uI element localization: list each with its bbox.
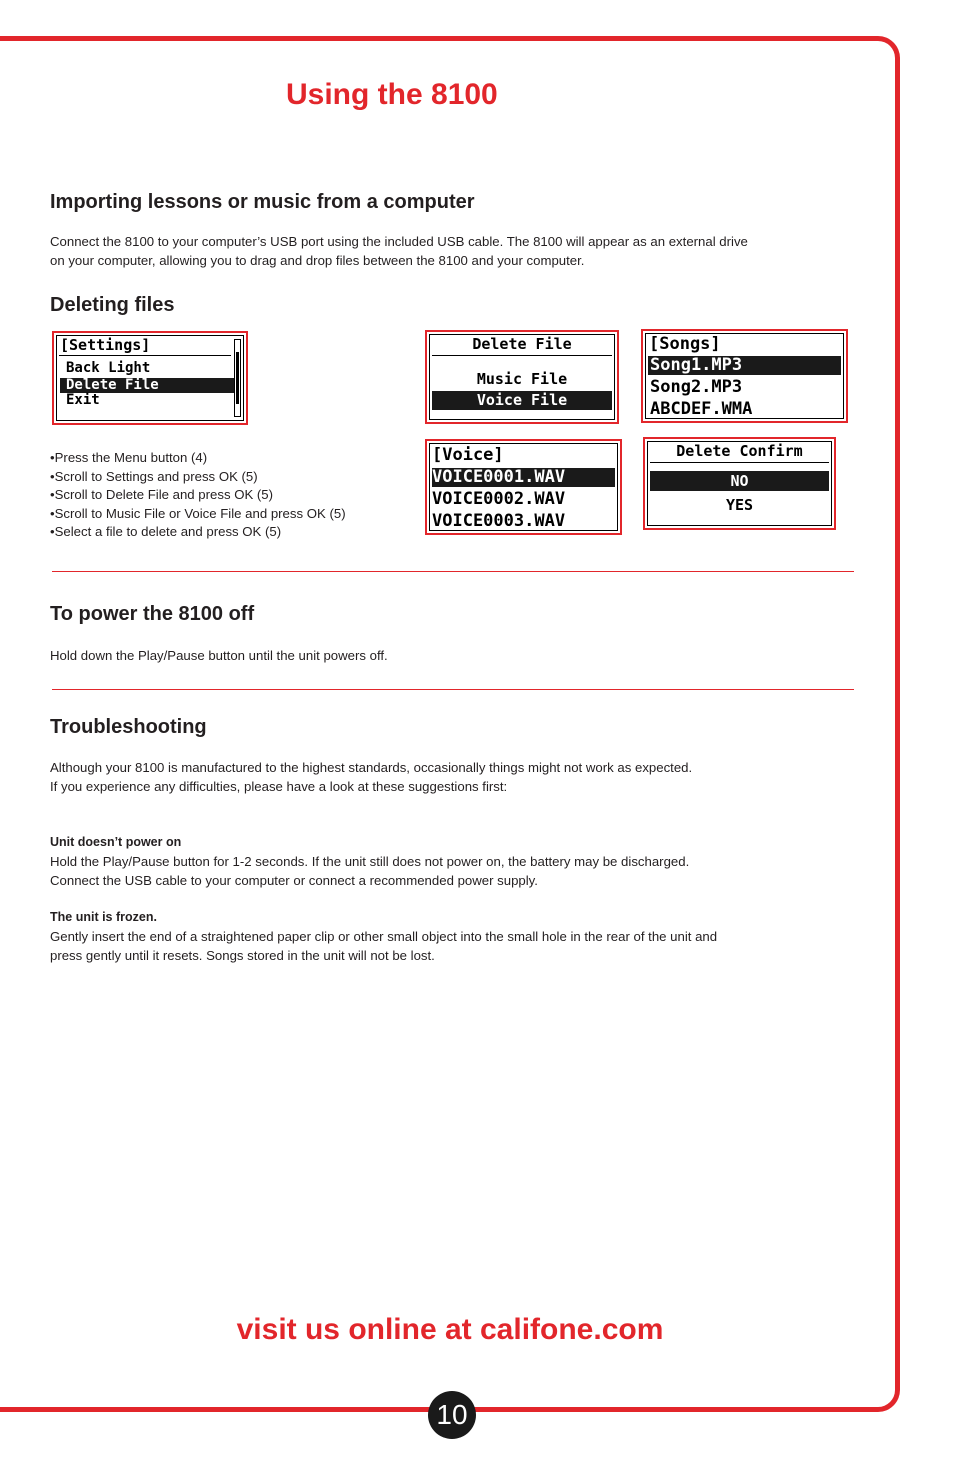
import-heading: Importing lessons or music from a computer [50, 191, 475, 213]
lcd-item-selected: Delete File [60, 378, 235, 393]
page-title: Using the 8100 [286, 78, 498, 111]
section-divider [52, 571, 854, 572]
import-line: Connect the 8100 to your computer’s USB port using the included USB cable. The 8100 will appear as an external drive [50, 234, 748, 249]
lcd-item: VOICE0002.WAV [432, 489, 566, 509]
trouble-intro-line: Although your 8100 is manufactured to the highest standards, occasionally things might not work as expected. [50, 760, 693, 775]
lcd-scrollbar [234, 339, 241, 417]
lcd-header: [Songs] [649, 334, 721, 354]
import-paragraph [50, 232, 748, 270]
lcd-item: YES [725, 496, 754, 514]
visit-website-text: visit us online at califone.com [236, 1313, 664, 1346]
trouble-intro [50, 758, 692, 796]
lcd-header: Delete File [472, 335, 572, 353]
list-item: • Scroll to Settings and press OK (5) [50, 468, 346, 487]
lcd-header: [Voice] [432, 445, 504, 465]
lcd-item: Song2.MP3 [650, 377, 743, 397]
lcd-settings-screen [52, 331, 248, 425]
lcd-voice-screen [425, 439, 622, 535]
lcd-songs-screen [641, 329, 848, 423]
trouble-item-line: Connect the USB cable to your computer or connect a recommended power supply. [50, 873, 538, 888]
trouble-intro-line: If you experience any difficulties, please have a look at these suggestions first: [50, 779, 508, 794]
trouble-heading: Troubleshooting [50, 716, 207, 738]
lcd-item: Music File [476, 370, 568, 388]
trouble-item [50, 908, 717, 965]
power-paragraph: Hold down the Play/Pause button until the unit powers off. [50, 648, 388, 663]
lcd-header: [Settings] [60, 336, 151, 354]
lcd-item-selected: NO [650, 471, 829, 491]
lcd-item: Exit [66, 392, 100, 408]
power-heading: To power the 8100 off [50, 603, 255, 625]
trouble-item-line: press gently until it resets. Songs stored in the unit will not be lost. [50, 948, 435, 963]
delete-steps-list [50, 449, 346, 542]
trouble-item-line: Gently insert the end of a straightened paper clip or other small object into the small hole in the rear of the unit and [50, 929, 718, 944]
list-item: • Scroll to Delete File and press OK (5) [50, 486, 346, 505]
lcd-item-selected: Voice File [432, 391, 612, 410]
lcd-item: VOICE0003.WAV [432, 511, 566, 531]
lcd-item: ABCDEF.WMA [650, 399, 753, 419]
list-item: • Scroll to Music File or Voice File and press OK (5) [50, 505, 346, 524]
import-line: on your computer, allowing you to drag and drop files between the 8100 and your computer. [50, 253, 585, 268]
section-divider [52, 689, 854, 690]
delete-heading: Deleting files [50, 294, 175, 316]
trouble-item-title: The unit is frozen. [50, 910, 157, 924]
lcd-item-selected: VOICE0001.WAV [432, 468, 615, 487]
trouble-item-title: Unit doesn’t power on [50, 835, 182, 849]
trouble-item-line: Hold the Play/Pause button for 1-2 seconds. If the unit still does not power on, the battery may be discharged. [50, 854, 690, 869]
list-item: • Select a file to delete and press OK (5) [50, 523, 346, 542]
lcd-item-selected: Song1.MP3 [648, 356, 841, 375]
lcd-item: Back Light [66, 360, 151, 376]
lcd-header: Delete Confirm [676, 442, 803, 460]
page-number-badge: 10 [428, 1391, 476, 1439]
trouble-item [50, 833, 689, 890]
lcd-confirm-screen [643, 437, 836, 530]
list-item: • Press the Menu button (4) [50, 449, 346, 468]
lcd-delete-file-screen [425, 330, 619, 424]
